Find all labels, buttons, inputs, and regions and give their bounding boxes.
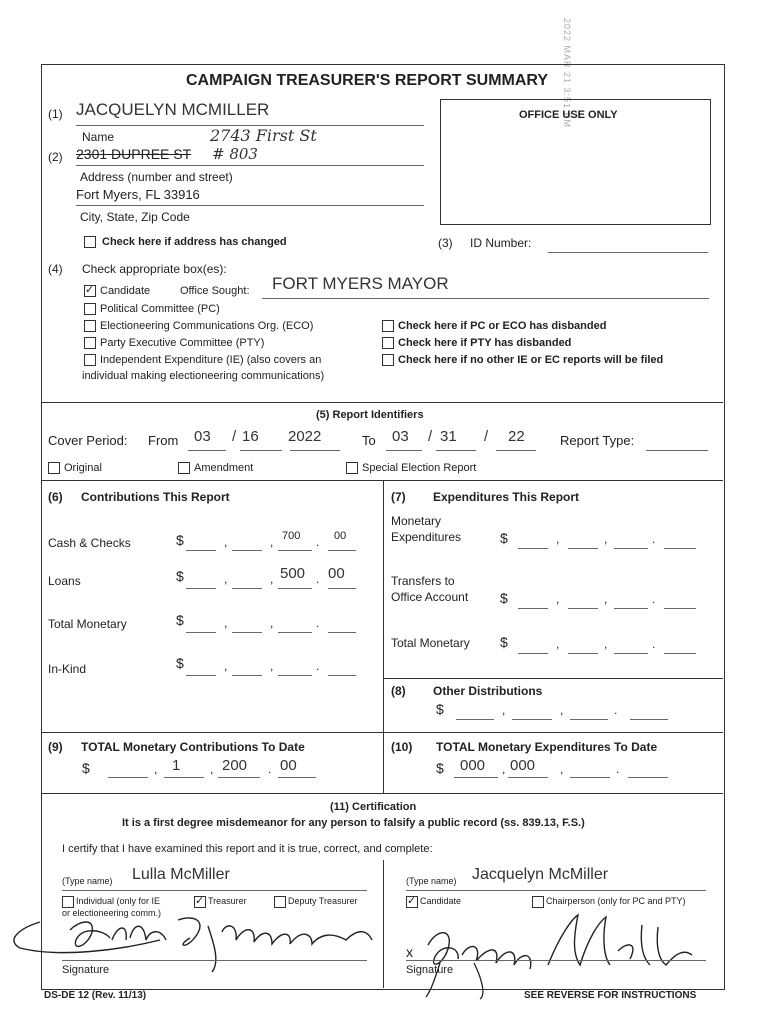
individual-label-1: Individual (only for IE [76, 896, 161, 906]
to-month-line [386, 450, 422, 451]
dist-blank-2 [512, 719, 552, 720]
dist-comma-2: , [560, 703, 564, 717]
individual-label-2: or electioneering comm.) [62, 908, 162, 918]
s10-comma-2: , [560, 762, 564, 776]
original-checkbox[interactable] [48, 462, 60, 474]
column-divider [383, 480, 384, 793]
exp-dot: . [652, 532, 656, 546]
city-label: City, State, Zip Code [80, 210, 190, 224]
cash-blank-3 [278, 550, 312, 551]
signature-divider [383, 860, 384, 988]
eco-checkbox[interactable] [84, 320, 96, 332]
amendment-checkbox[interactable] [178, 462, 190, 474]
id-number-field[interactable] [548, 252, 708, 253]
transfer-comma-2: , [604, 592, 608, 606]
city-line [76, 205, 424, 206]
s10-blank-3 [570, 777, 610, 778]
section-7-title: Expenditures This Report [433, 490, 580, 504]
from-year-line [290, 450, 340, 451]
loans-dot: . [316, 572, 320, 586]
type-name-line-right [406, 890, 706, 891]
id-number-label: ID Number: [470, 236, 532, 250]
transfer-dollar: $ [500, 590, 508, 606]
s9-comma-1: , [154, 762, 158, 776]
dist-comma-1: , [502, 703, 506, 717]
total6-comma-1: , [224, 616, 228, 630]
dist-dot: . [614, 703, 618, 717]
from-label: From [148, 433, 179, 448]
loans-comma-2: , [270, 572, 274, 586]
ie-label-2: individual making electioneering communications) [82, 370, 325, 382]
dist-dollar: $ [436, 701, 444, 717]
s10-blank-4 [628, 777, 668, 778]
total7-dollar: $ [500, 634, 508, 650]
transfer-blank-2 [568, 608, 598, 609]
from-month: 03 [194, 428, 211, 445]
total6-dot: . [316, 616, 320, 630]
check-boxes-label: Check appropriate box(es): [82, 262, 227, 276]
divider-11 [41, 793, 723, 794]
section-5-title: (5) Report Identifiers [316, 409, 424, 421]
office-sought-value: FORT MYERS MAYOR [272, 274, 449, 293]
total6-blank-1 [186, 632, 216, 633]
loans-amount: 500 [280, 565, 306, 582]
section-4-number: (4) [48, 262, 63, 276]
disband-pc-checkbox[interactable] [382, 320, 394, 332]
to-month: 03 [392, 428, 409, 445]
cash-dollar: $ [176, 532, 184, 548]
inkind-comma-2: , [270, 659, 274, 673]
candidate-cert-label: Candidate [420, 896, 462, 906]
city-value: Fort Myers, FL 33916 [76, 187, 200, 202]
to-label: To [362, 433, 376, 448]
transfers-label-1: Transfers to [391, 574, 455, 588]
s9-comma-2: , [210, 762, 214, 776]
signature-x-mark: x [406, 944, 413, 960]
to-date-expenditures-millions: 000 [460, 757, 486, 774]
section-6-title: Contributions This Report [81, 490, 230, 504]
treasurer-signature [0, 900, 383, 980]
candidate-checkbox[interactable] [84, 285, 96, 297]
total-6-dollar: $ [176, 612, 184, 628]
section-1-number: (1) [48, 107, 63, 121]
total7-dot: . [652, 637, 656, 651]
total7-blank-2 [568, 653, 598, 654]
exp-blank-2 [568, 548, 598, 549]
s10-blank-1 [454, 777, 498, 778]
no-other-reports-checkbox[interactable] [382, 354, 394, 366]
s9-blank-2 [164, 777, 204, 778]
exp-comma-2: , [604, 532, 608, 546]
s9-blank-4 [278, 777, 316, 778]
inkind-blank-1 [186, 675, 216, 676]
monetary-expenditures-label-2: Expenditures [391, 530, 462, 544]
original-label: Original [64, 462, 102, 474]
total6-comma-2: , [270, 616, 274, 630]
cash-amount: 700 [282, 530, 301, 542]
loans-dollar: $ [176, 568, 184, 584]
disband-pty-label: Check here if PTY has disbanded [398, 337, 572, 349]
divider-5 [41, 402, 723, 403]
pty-label: Party Executive Committee (PTY) [100, 337, 265, 349]
cash-blank-1 [186, 550, 216, 551]
signature-label-right: Signature [406, 964, 454, 976]
total7-blank-1 [518, 653, 548, 654]
office-sought-label: Office Sought: [180, 285, 250, 297]
total7-comma-1: , [556, 637, 560, 651]
exp-blank-3 [614, 548, 648, 549]
report-type-field[interactable] [646, 450, 708, 451]
deputy-treasurer-label: Deputy Treasurer [288, 896, 358, 906]
total6-blank-4 [328, 632, 356, 633]
loans-blank-1 [186, 588, 216, 589]
section-8-number: (8) [391, 684, 406, 698]
exp-comma-1: , [556, 532, 560, 546]
s10-dot: . [616, 762, 620, 776]
in-kind-label: In-Kind [48, 662, 87, 676]
from-day-line [240, 450, 282, 451]
candidate-name-value: JACQUELYN MCMILLER [76, 100, 270, 119]
s9-blank-3 [218, 777, 260, 778]
cash-dot: . [316, 535, 320, 549]
pc-label: Political Committee (PC) [100, 303, 220, 315]
loans-comma-1: , [224, 572, 228, 586]
to-date-contributions-amount: 200 [222, 757, 248, 774]
s10-comma-1: , [502, 762, 506, 776]
pty-checkbox[interactable] [84, 337, 96, 349]
s10-blank-2 [508, 777, 548, 778]
handwritten-unit: # 803 [212, 145, 258, 163]
inkind-dollar: $ [176, 655, 184, 671]
section-9-title: TOTAL Monetary Contributions To Date [81, 740, 305, 754]
struck-old-address: 2301 DUPREE ST [76, 146, 192, 162]
to-slash-2: / [484, 428, 489, 445]
received-stamp: 2022 MAR 21 3:51 PM [562, 18, 572, 129]
treasurer-typed-name: Lulla McMiller [132, 866, 230, 883]
inkind-blank-4 [328, 675, 356, 676]
transfer-blank-3 [614, 608, 648, 609]
transfer-comma-1: , [556, 592, 560, 606]
total7-blank-3 [614, 653, 648, 654]
to-day: 31 [440, 428, 457, 445]
eco-label: Electioneering Communications Org. (ECO) [100, 320, 314, 332]
total7-blank-4 [664, 653, 696, 654]
to-date-expenditures-thousands: 000 [510, 757, 536, 774]
to-date-contributions-thousands: 1 [172, 757, 181, 774]
to-year-line [496, 450, 536, 451]
cash-comma-2: , [270, 535, 274, 549]
cover-period-label: Cover Period: [48, 433, 128, 448]
ie-checkbox[interactable] [84, 354, 96, 366]
section-2-number: (2) [48, 150, 63, 164]
cash-blank-2 [232, 550, 262, 551]
divider-6-7 [41, 480, 723, 481]
inkind-dot: . [316, 659, 320, 673]
disband-pty-checkbox[interactable] [382, 337, 394, 349]
misdemeanor-warning: It is a first degree misdemeanor for any person to falsify a public record (ss. 839.13, F.S.) [122, 817, 585, 829]
special-election-label: Special Election Report [362, 462, 477, 474]
section-11-title: (11) Certification [330, 801, 417, 813]
s9-blank-1 [108, 777, 148, 778]
dist-blank-3 [570, 719, 608, 720]
transfer-dot: . [652, 592, 656, 606]
transfer-blank-4 [664, 608, 696, 609]
no-other-reports-label: Check here if no other IE or EC reports will be filed [398, 354, 664, 366]
total6-blank-3 [278, 632, 312, 633]
signature-line-left [62, 960, 367, 961]
total6-blank-2 [232, 632, 262, 633]
section-3-number: (3) [438, 236, 453, 250]
loans-blank-2 [232, 588, 262, 589]
loans-blank-4 [328, 588, 356, 589]
disband-pc-label: Check here if PC or ECO has disbanded [398, 320, 607, 332]
office-use-label: OFFICE USE ONLY [519, 109, 618, 121]
to-slash-1: / [428, 428, 433, 445]
ie-label-1: Independent Expenditure (IE) (also covers an [100, 354, 322, 366]
divider-9-10 [41, 732, 723, 733]
inkind-blank-3 [278, 675, 312, 676]
divider-8 [383, 678, 723, 679]
section-10-title: TOTAL Monetary Expenditures To Date [436, 740, 658, 754]
name-label: Name [82, 130, 115, 144]
cash-blank-4 [328, 550, 356, 551]
amendment-label: Amendment [194, 462, 254, 474]
candidate-label: Candidate [100, 285, 151, 297]
cash-checks-label: Cash & Checks [48, 536, 131, 550]
monetary-expenditures-label-1: Monetary [391, 514, 442, 528]
signature-line-right [406, 960, 706, 961]
treasurer-label: Treasurer [208, 896, 247, 906]
dist-blank-1 [456, 719, 494, 720]
candidate-signature [410, 905, 710, 1000]
from-year: 2022 [288, 428, 322, 445]
to-date-contributions-cents: 00 [280, 757, 297, 774]
signature-label-left: Signature [62, 964, 110, 976]
reverse-instructions: SEE REVERSE FOR INSTRUCTIONS [524, 990, 697, 1001]
total-monetary-6-label: Total Monetary [48, 617, 127, 631]
from-slash-1: / [232, 428, 237, 445]
total-monetary-7-label: Total Monetary [391, 636, 470, 650]
section-8-title: Other Distributions [433, 684, 543, 698]
s9-dot: . [268, 762, 272, 776]
handwritten-new-address: 2743 First St [210, 126, 317, 145]
type-name-label-left: (Type name) [62, 876, 113, 886]
loans-label: Loans [48, 574, 81, 588]
exp-blank-4 [664, 548, 696, 549]
s9-dollar: $ [82, 760, 90, 776]
from-month-line [188, 450, 226, 451]
special-election-checkbox[interactable] [346, 462, 358, 474]
transfers-label-2: Office Account [391, 590, 469, 604]
type-name-label-right: (Type name) [406, 876, 457, 886]
section-7-number: (7) [391, 490, 406, 504]
cash-comma-1: , [224, 535, 228, 549]
s10-dollar: $ [436, 760, 444, 776]
candidate-typed-name: Jacquelyn McMiller [472, 866, 609, 883]
address-label: Address (number and street) [80, 170, 233, 184]
loans-cents: 00 [328, 565, 345, 582]
to-day-line [436, 450, 476, 451]
pc-checkbox[interactable] [84, 303, 96, 315]
to-year: 22 [508, 428, 525, 445]
certify-statement: I certify that I have examined this report and it is true, correct, and complete: [62, 843, 433, 855]
type-name-line-left [62, 890, 367, 891]
exp-blank-1 [518, 548, 548, 549]
form-title: CAMPAIGN TREASURER'S REPORT SUMMARY [186, 72, 549, 89]
address-changed-checkbox[interactable] [84, 236, 96, 248]
section-6-number: (6) [48, 490, 63, 504]
transfer-blank-1 [518, 608, 548, 609]
form-id: DS-DE 12 (Rev. 11/13) [44, 990, 147, 1001]
loans-blank-3 [278, 588, 312, 589]
office-sought-line [262, 298, 709, 299]
address-changed-label: Check here if address has changed [102, 236, 287, 248]
cash-cents: 00 [334, 530, 347, 542]
exp-dollar: $ [500, 530, 508, 546]
total7-comma-2: , [604, 637, 608, 651]
inkind-comma-1: , [224, 659, 228, 673]
from-day: 16 [242, 428, 259, 445]
section-9-number: (9) [48, 740, 63, 754]
address-line [76, 165, 424, 166]
report-type-label: Report Type: [560, 433, 635, 448]
chairperson-label: Chairperson (only for PC and PTY) [546, 896, 686, 906]
inkind-blank-2 [232, 675, 262, 676]
dist-blank-4 [630, 719, 668, 720]
section-10-number: (10) [391, 740, 413, 754]
